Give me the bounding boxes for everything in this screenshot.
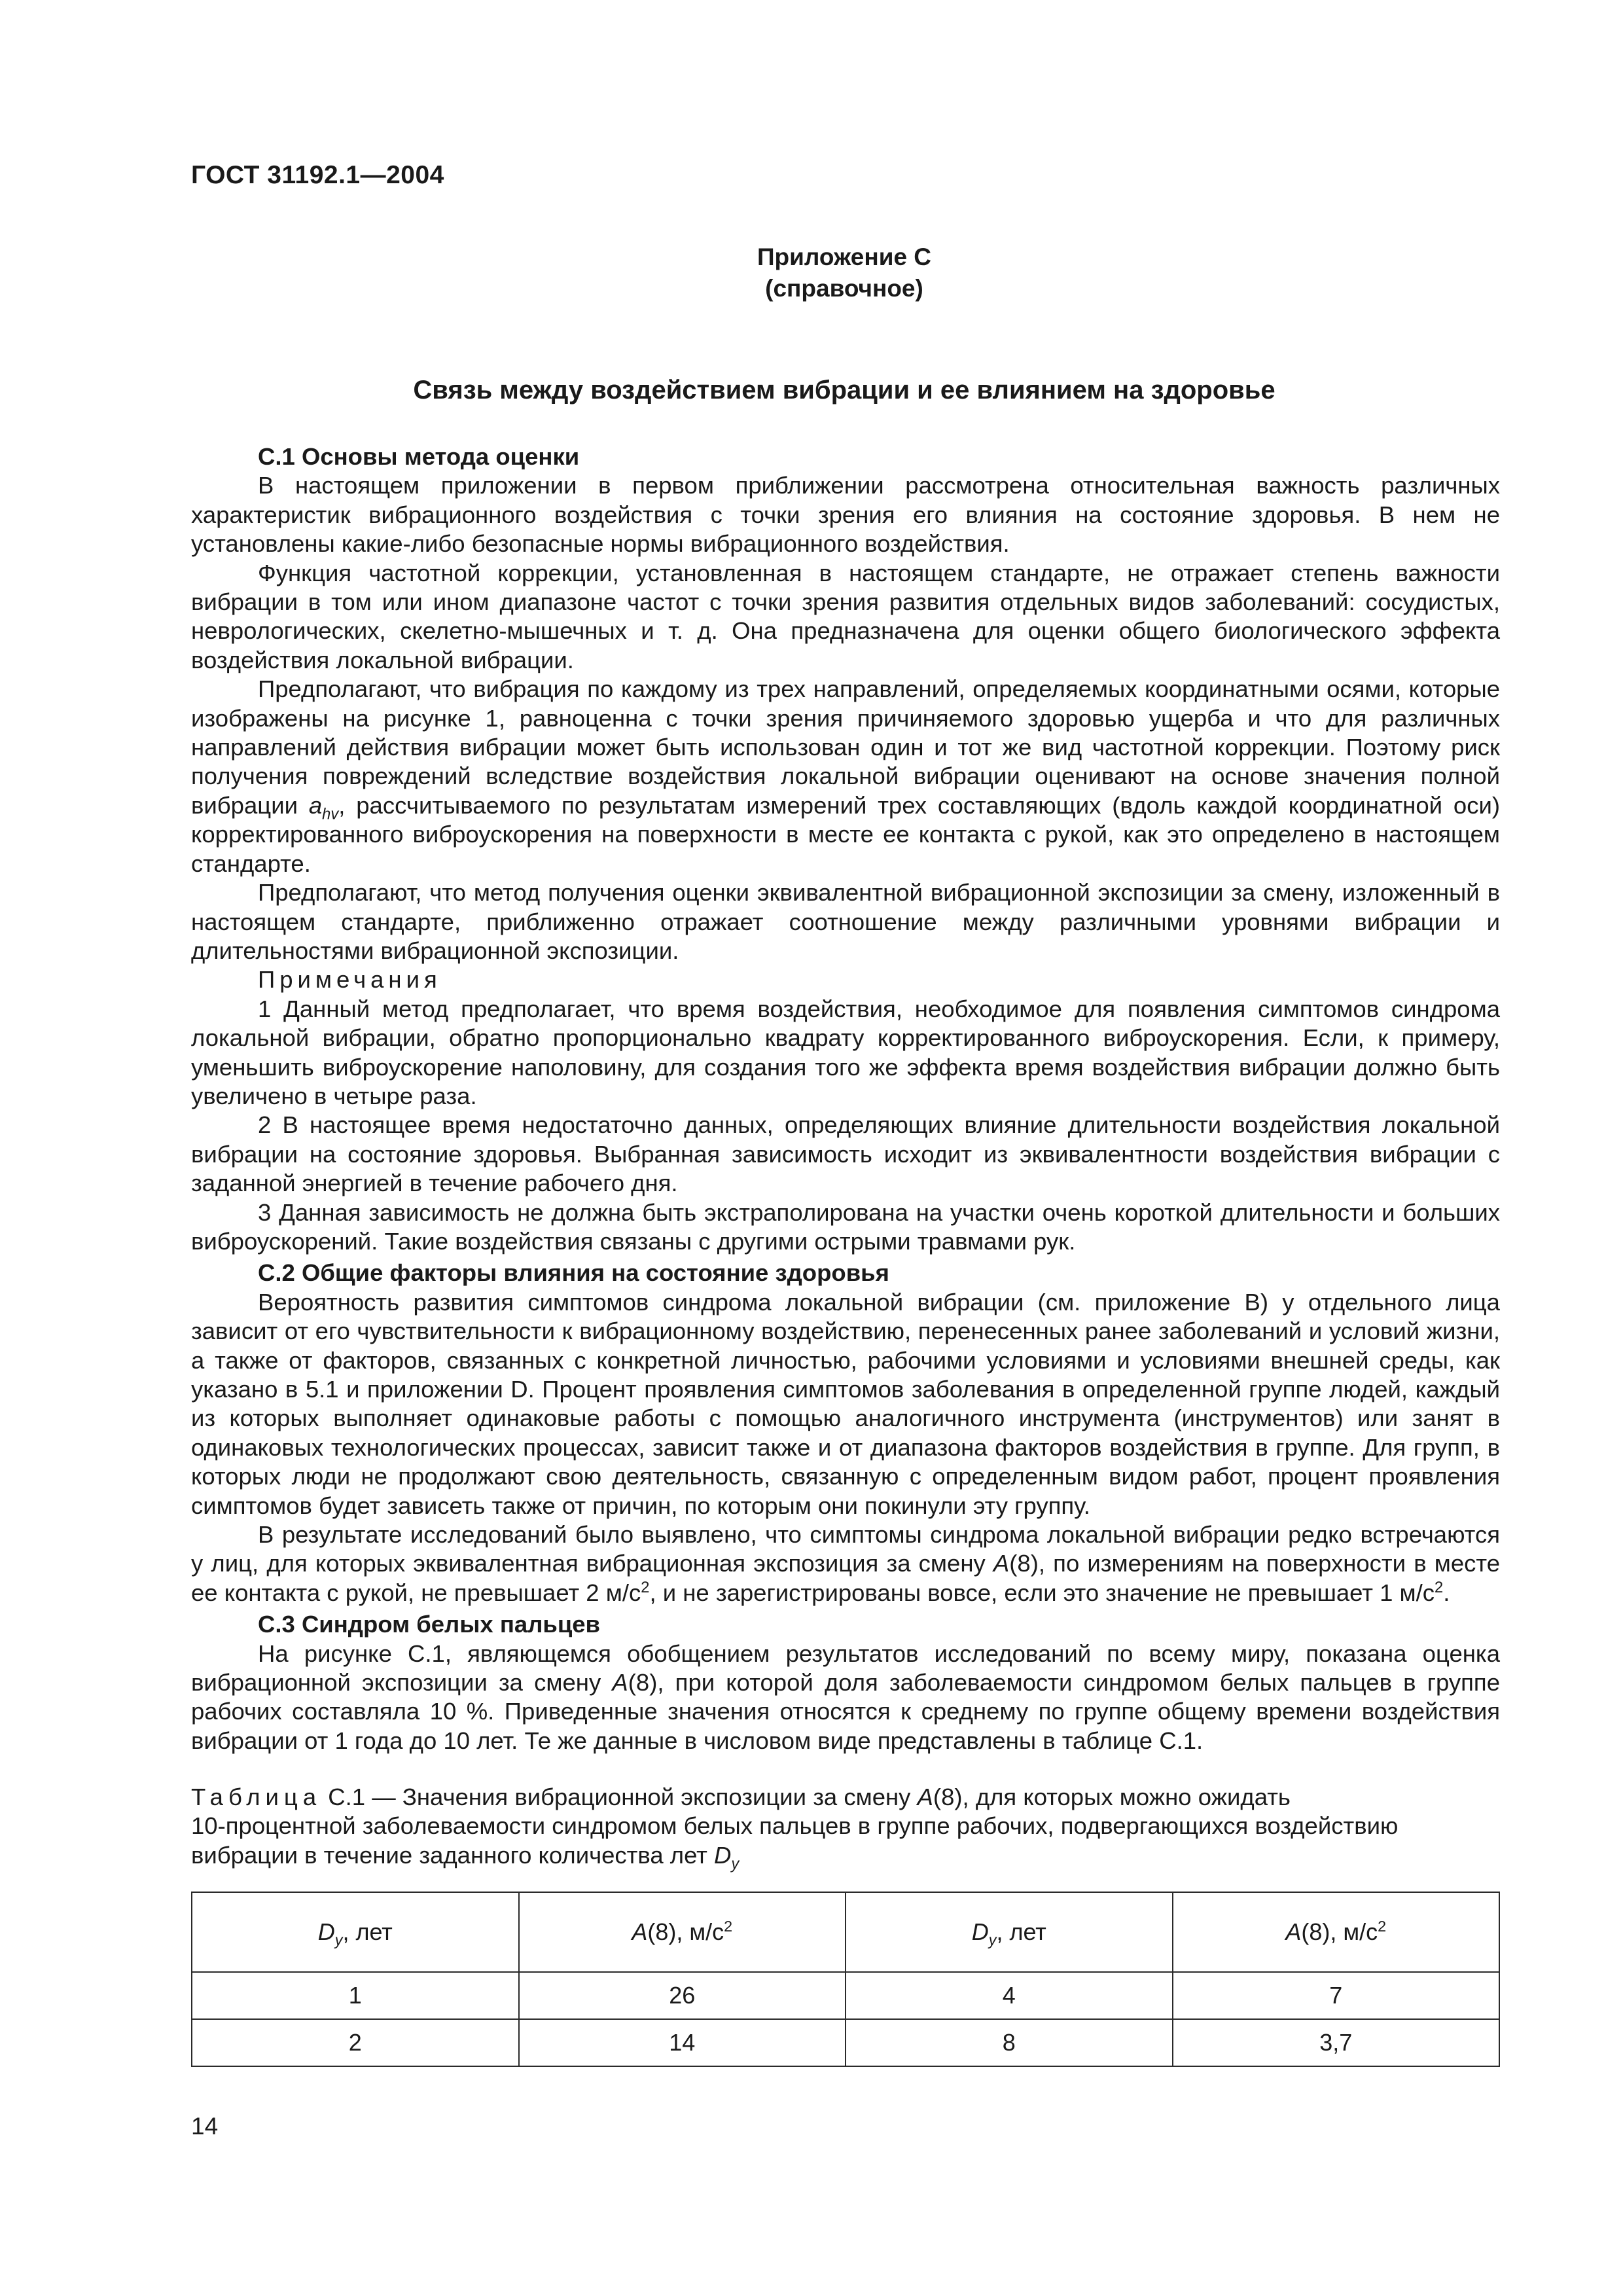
note: 1 Данный метод предполагает, что время воздействия, необходимое для появления симптомов синдрома локальной вибрации, обратно пропорционально квадрату корректированного виброускорения. Если, к примеру, уменьшить виброускорение наполовину, для создания того же эффекта время воздействия вибрации должно быть увеличено в четыре раза.	[191, 995, 1500, 1109]
main-title: Связь между воздействием вибрации и ее влиянием на здоровье	[413, 376, 1275, 404]
table-cell: 14	[519, 2019, 846, 2066]
column-header-dy: $D_y$, лет	[846, 1892, 1173, 1972]
table-cell: 3,7	[1173, 2019, 1500, 2066]
paragraph: В настоящем приложении в первом приближении рассмотрена относительная важность различных характеристик вибрационного воздействия с точки зрения его влияния на состояние здоровья. В нем не установлены какие-либо безопасные нормы вибрационного воздействия.	[191, 472, 1500, 558]
section-heading-c1: С.1 Основы метода оценки	[258, 443, 580, 470]
paragraph: Предполагают, что вибрация по каждому из трех направлений, определяемых координатными осями, которые изображены на рисунке 1, равноценна с точки зрения причиняемого здоровью ущерба и что для различных направлений действия вибрации может быть использован один и тот же вид частотной коррекции. Поэтому риск получения повреждений вследствие воздействия локальной вибрации оценивают на основе значения полной вибрации $a_{hv}$, рассчитываемого по результатам измерений трех составляющих (вдоль каждой координатной оси) корректированного виброускорения на поверхности в месте ее контакта с рукой, как это определено в настоящем стандарте.	[191, 675, 1500, 877]
section-heading-c3: С.3 Синдром белых пальцев	[258, 1611, 600, 1638]
note: 2 В настоящее время недостаточно данных, определяющих влияние длительности воздействия локальной вибрации на состояние здоровья. Выбранная зависимость исходит из эквивалентности воздействия вибрации с заданной энергией в течение рабочего дня.	[191, 1111, 1500, 1197]
page-number: 14	[191, 2113, 219, 2140]
paragraph: Предполагают, что метод получения оценки эквивалентной вибрационной экспозиции за смену, изложенный в настоящем стандарте, приближенно отражает соотношение между различными уровнями вибрации и длительностями вибрационной экспозиции.	[191, 879, 1500, 964]
table-row	[192, 1972, 1499, 2019]
paragraph: Вероятность развития симптомов синдрома локальной вибрации (см. приложение В) у отдельного лица зависит от его чувствительности к вибрационному воздействию, перенесенных ранее заболеваний и условий жизни, а также от факторов, связанных с конкретной личностью, рабочими условиями и условиями внешней среды, как указано в 5.1 и приложении D. Процент проявления симптомов заболевания в определенной группе людей, каждый из которых выполняет одинаковые работы с помощью аналогичного инструмента (инструментов) или занят в одинаковых технологических процессах, зависит также и от диапазона факторов воздействия в группе. Для групп, в которых люди не продолжают свою деятельность, связанную с определенным видом работ, процент проявления симптомов будет зависеть также от причин, по которым они покинули эту группу.	[191, 1288, 1500, 1519]
notes-label: Примечания	[258, 966, 442, 994]
table-cell: 26	[519, 1972, 846, 2019]
table-caption: Таблица С.1 — Значения вибрационной экспозиции за смену A(8), для которых можно ожидать 10-процентной заболеваемости синдромом белых пальцев в группе рабочих, подвергающихся воздействию вибрации в течение заданного количества лет $D_y$	[191, 1784, 1399, 1873]
column-header-a8: A(8), $м/с^2$	[1173, 1892, 1500, 1972]
data-table	[191, 1892, 1500, 2067]
annex-type: (справочное)	[765, 275, 923, 302]
table-cell: 4	[846, 1972, 1173, 2019]
document-code: ГОСТ 31192.1—2004	[191, 161, 444, 189]
note: 3 Данная зависимость не должна быть экстраполирована на участки очень короткой длительности и больших виброускорений. Такие воздействия связаны с другими острыми травмами рук.	[191, 1198, 1500, 1255]
paragraph: В результате исследований было выявлено, что симптомы синдрома локальной вибрации редко встречаются у лиц, для которых эквивалентная вибрационная экспозиция за смену A(8), по измерениям на поверхности в месте ее контакта с рукой, не превышает 2 $м/с^2$, и не зарегистрированы вовсе, если это значение не превышает 1 $м/с^2$.	[191, 1521, 1501, 1606]
table-row	[192, 2019, 1499, 2066]
table-header-row	[192, 1892, 1499, 1972]
table-cell: 2	[192, 2019, 519, 2066]
section-heading-c2: С.2 Общие факторы влияния на состояние здоровья	[258, 1259, 889, 1287]
paragraph: Функция частотной коррекции, установленная в настоящем стандарте, не отражает степень важности вибрации в том или ином диапазоне частот с точки зрения развития отдельных видов заболеваний: сосудистых, неврологических, скелетно-мышечных и т. д. Она предназначена для оценки общего биологического эффекта воздействия локальной вибрации.	[191, 559, 1500, 673]
column-header-dy: $D_y$, лет	[192, 1892, 519, 1972]
column-header-a8: A(8), $м/с^2$	[519, 1892, 846, 1972]
table-cell: 7	[1173, 1972, 1500, 2019]
table-cell: 1	[192, 1972, 519, 2019]
table-cell: 8	[846, 2019, 1173, 2066]
body-text	[191, 440, 1500, 1755]
annex-title: Приложение С	[757, 243, 932, 270]
paragraph: На рисунке С.1, являющемся обобщением результатов исследований по всему миру, показана оценка вибрационной экспозиции за смену A(8), при которой доля заболеваемости синдромом белых пальцев в группе рабочих составляла 10 %. Приведенные значения относятся к среднему по группе общему времени воздействия вибрации от 1 года до 10 лет. Те же данные в числовом виде представлены в таблице С.1.	[191, 1640, 1500, 1754]
